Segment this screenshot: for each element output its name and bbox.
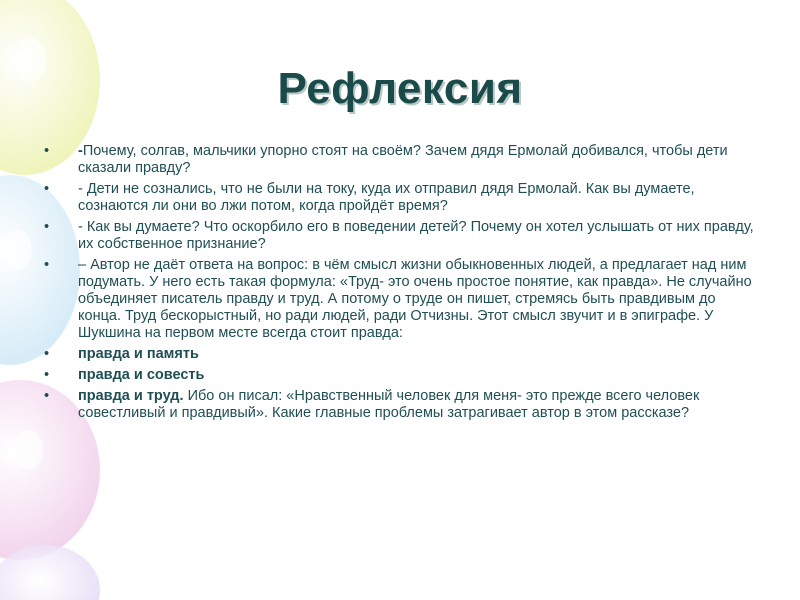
bullet-lead: - xyxy=(78,143,83,159)
bullet-dot: • xyxy=(44,181,50,197)
slide-title: Рефлексия xyxy=(277,64,523,113)
bullet-lead: правда и совесть xyxy=(78,367,205,383)
bullet-text: - Дети не сознались, что не были на току, куда их отправил дядя Ермолай. Как вы думаете, сознаются ли они во лжи потом, когда пройдёт время? xyxy=(78,181,695,214)
bullet-dot: • xyxy=(44,143,50,159)
list-item xyxy=(40,388,760,422)
list-item xyxy=(40,367,760,384)
bullet-list xyxy=(40,143,760,426)
list-item xyxy=(40,181,760,215)
bullet-dot: • xyxy=(44,346,50,362)
bullet-dot: • xyxy=(44,367,50,383)
bullet-text: Почему, солгав, мальчики упорно стоят на своём? Зачем дядя Ермолай добивался, чтобы дети сказали правду? xyxy=(78,143,728,176)
list-item xyxy=(40,346,760,363)
bullet-dot: • xyxy=(44,219,50,235)
bullet-lead: правда и память xyxy=(78,346,199,362)
balloon-highlight xyxy=(13,430,43,470)
lavender-balloon xyxy=(0,545,100,600)
bullet-text: Ибо он писал: «Нравственный человек для меня- это прежде всего человек совестливый и правдивый». Какие главные проблемы затрагивает автор в этом рассказе? xyxy=(78,388,700,421)
balloon-highlight xyxy=(4,230,32,270)
bullet-text: - Как вы думаете? Что оскорбило его в поведении детей? Почему он хотел услышать от них правду, их собственное признание? xyxy=(78,219,754,252)
list-item xyxy=(40,143,760,177)
bullet-dot: • xyxy=(44,257,50,273)
list-item xyxy=(40,219,760,253)
list-item xyxy=(40,257,760,342)
bullet-text: – Автор не даёт ответа на вопрос: в чём смысл жизни обыкновенных людей, а предлагает над ним подумать. У него есть такая формула: «Труд- это очень простое понятие, как правда». Не случайно объединяет писатель правду и труд. А потому о труде он пишет, стремясь быть правдивым до конца. Труд бескорыстный, но ради людей, ради Отчизны. Этот смысл звучит и в эпиграфе. У Шукшина на первом месте всегда стоит правда: xyxy=(78,257,752,341)
bullet-dot: • xyxy=(44,388,50,404)
bullet-lead: правда и труд. xyxy=(78,388,184,404)
